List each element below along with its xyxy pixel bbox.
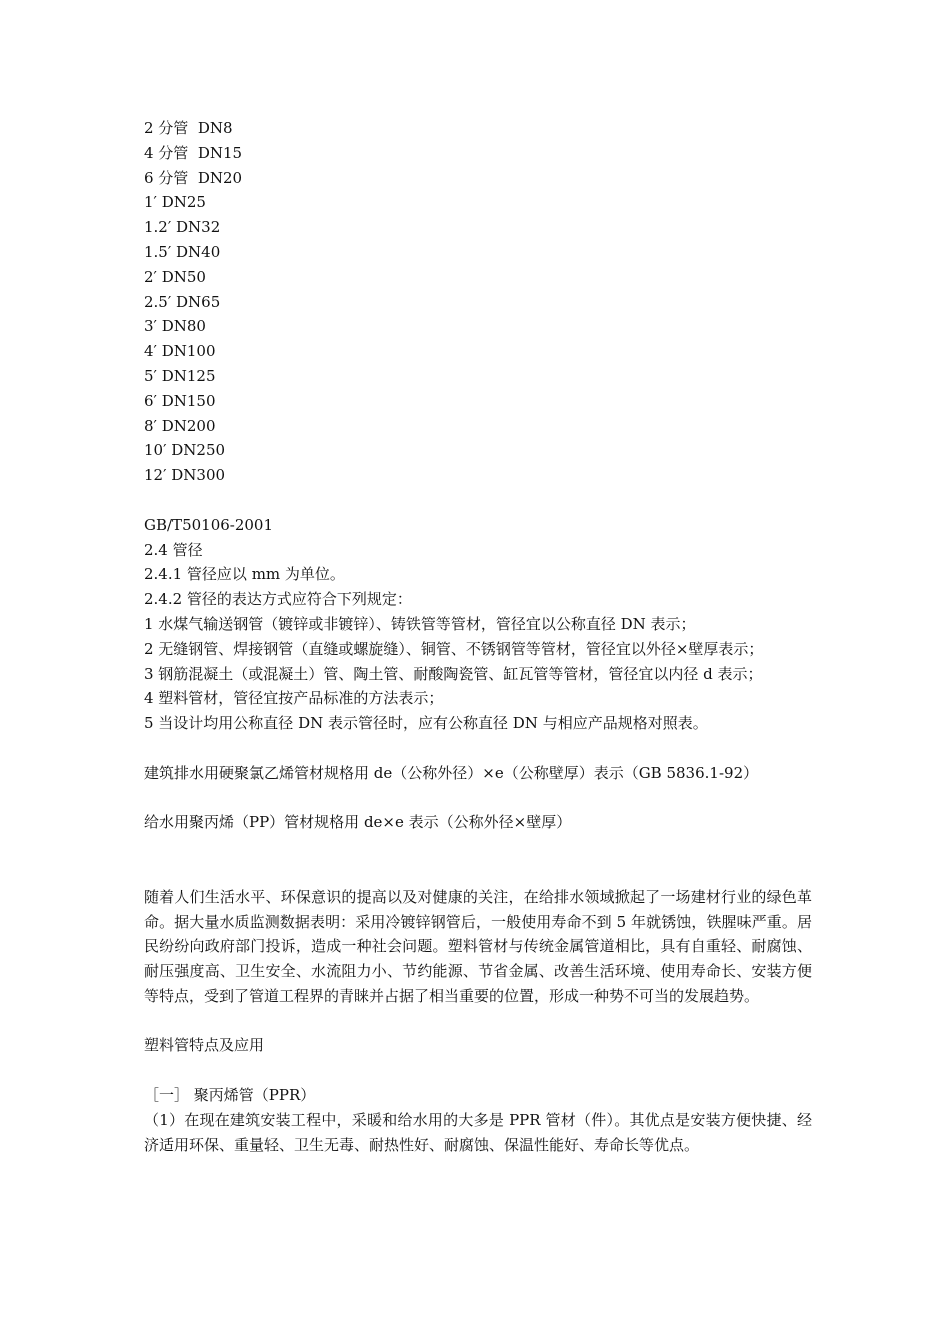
list-item: 2′ DN50 [144, 267, 206, 286]
list-item: 3′ DN80 [144, 317, 206, 336]
ppr-heading: ［一］ 聚丙烯管（PPR） [144, 1086, 316, 1105]
list-item: 1.2′ DN32 [144, 218, 221, 237]
spacer [144, 736, 812, 761]
document-page [144, 116, 812, 1157]
standard-code: GB/T50106-2001 [144, 515, 274, 534]
ppr-paragraph: （1）在现在建筑安装工程中，采暖和给水用的大多是 PPR 管材（件）。其优点是安装方便快捷、经济适用环保、重量轻、卫生无毒、耐热性好、耐腐蚀、保温性能好、寿命长等优点。 [144, 1110, 812, 1154]
clause: 2.4.2 管径的表达方式应符合下列规定： [144, 590, 412, 609]
list-item: 6′ DN150 [144, 391, 216, 410]
intro-paragraph: 随着人们生活水平、环保意识的提高以及对健康的关注，在给排水领域掀起了一场建材行业的绿色革命。据大量水质监测数据表明：采用冷镀锌钢管后，一般使用寿命不到 5 年就锈蚀，铁腥味严重。居民纷纷向政府部门投诉，造成一种社会问题。塑料管材与传统金属管道相比，具有自重轻、耐腐蚀、耐压强度高、卫生安全、水流阻力小、节约能源、节省金属、改善生活环境、使用寿命长、安装方便等特点，受到了管道工程界的青睐并占据了相当重要的位置，形成一种势不可当的发展趋势。 [144, 887, 812, 1005]
list-item: 6 分管 DN20 [144, 168, 243, 187]
list-item: 4′ DN100 [144, 342, 216, 361]
clause-item: 3 钢筋混凝土（或混凝土）管、陶土管、耐酸陶瓷管、缸瓦管等管材，管径宜以内径 d 表示； [144, 664, 763, 683]
spacer [144, 488, 812, 513]
clause-item: 2 无缝钢管、焊接钢管（直缝或螺旋缝）、铜管、不锈钢管等管材，管径宜以外径×壁厚表示； [144, 639, 764, 658]
list-item: 5′ DN125 [144, 366, 216, 385]
list-item: 1.5′ DN40 [144, 242, 221, 261]
list-item: 2.5′ DN65 [144, 292, 221, 311]
clause-item: 5 当设计均用公称直径 DN 表示管径时，应有公称直径 DN 与相应产品规格对照表。 [144, 714, 708, 733]
spacer [144, 835, 812, 885]
list-item: 1′ DN25 [144, 193, 206, 212]
standard-section [144, 513, 812, 736]
features-heading: 塑料管特点及应用 [144, 1036, 265, 1055]
list-item: 10′ DN250 [144, 441, 226, 460]
list-item: 2 分管 DN8 [144, 119, 233, 137]
spacer [144, 1009, 812, 1034]
list-item: 4 分管 DN15 [144, 143, 243, 162]
spacer [144, 786, 812, 811]
spacer [144, 1058, 812, 1083]
pp-note: 给水用聚丙烯（PP）管材规格用 de×e 表示（公称外径×壁厚） [144, 813, 572, 832]
clause: 2.4.1 管径应以 mm 为单位。 [144, 565, 345, 584]
clause-item: 1 水煤气输送钢管（镀锌或非镀锌）、铸铁管等管材，管径宜以公称直径 DN 表示； [144, 614, 696, 633]
pvc-note: 建筑排水用硬聚氯乙烯管材规格用 de（公称外径）×e（公称壁厚）表示（GB 5836.1-92） [144, 763, 759, 782]
list-item: 8′ DN200 [144, 416, 216, 435]
pipe-size-list [144, 116, 812, 488]
section-heading: 2.4 管径 [144, 540, 203, 559]
list-item: 12′ DN300 [144, 466, 226, 485]
clause-item: 4 塑料管材，管径宜按产品标准的方法表示； [144, 689, 444, 708]
